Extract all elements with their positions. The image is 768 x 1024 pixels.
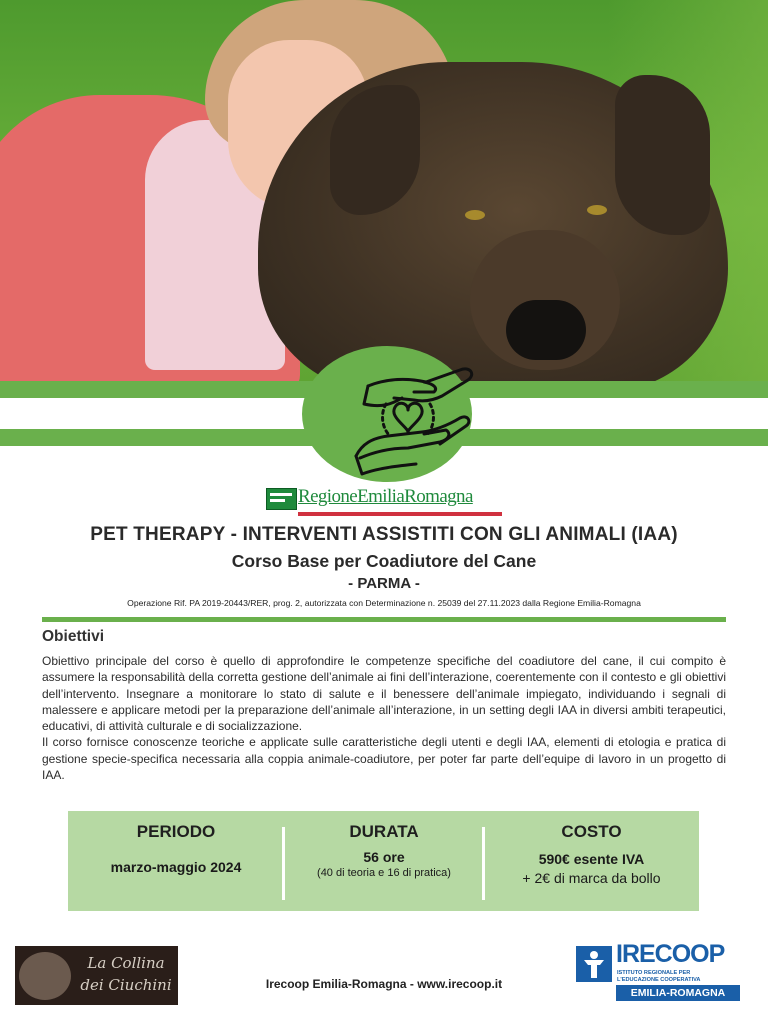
la-collina-dei-ciuchini-logo xyxy=(15,946,178,1005)
objectives-text xyxy=(42,653,726,783)
course-subtitle: Corso Base per Coadiutore del Cane xyxy=(231,551,537,571)
irecoop-logo-icon xyxy=(576,946,612,982)
cost-column xyxy=(484,811,699,911)
objectives-heading: Obiettivi xyxy=(42,628,105,645)
period-value: marzo-maggio 2024 xyxy=(110,859,242,875)
course-title: PET THERAPY - INTERVENTI ASSISTITI CON GLI ANIMALI (IAA) xyxy=(90,524,678,545)
partner-name-line-1: La Collina xyxy=(87,954,165,972)
operation-reference: Operazione Rif. PA 2019-20443/RER, prog. 2, autorizzata con Determinazione n. 25039 del 27.11.2023 dalla Regione Emilia-Romagna xyxy=(127,598,641,608)
hero-photo xyxy=(0,0,768,382)
regione-emilia-romagna-logo xyxy=(266,486,502,518)
region-flag-icon xyxy=(266,488,297,510)
duration-column xyxy=(284,811,484,911)
cost-note: + 2€ di marca da bollo xyxy=(522,870,661,886)
irecoop-tagline: ISTITUTO REGIONALE PER L'EDUCAZIONE COOPERATIVA xyxy=(617,970,701,983)
objectives-paragraph-1: Obiettivo principale del corso è quello di approfondire le competenze specifiche del coadiutore del cane, il cui compito è assumere la responsabilità della corretta gestione dell’animale ai fini dell’interazione, coerentemente con il contesto e gli obiettivi dell’intervento. Insegnare a monitorare lo stato di salute e il benessere dell’animale impiegato, individuando i segnali di malessere e applicare metodi per la preparazione dell’animale all’interazione, in un setting degli IAA in diversi ambiti terapeutici, educativi, di attività culturale e di socializzazione. xyxy=(42,654,726,734)
duration-note: (40 di teoria e 16 di pratica) xyxy=(317,867,451,879)
course-city: - PARMA - xyxy=(348,575,420,592)
irecoop-logo xyxy=(576,940,740,1003)
duration-value: 56 ore xyxy=(363,849,405,865)
donkey-logo-icon xyxy=(19,952,71,1000)
section-divider xyxy=(42,617,726,622)
course-info-box xyxy=(68,811,699,911)
duration-label: DURATA xyxy=(349,822,419,841)
partner-name-line-2: dei Ciuchini xyxy=(80,976,172,994)
irecoop-name: IRECOOP xyxy=(616,940,725,968)
cost-value: 590€ esente IVA xyxy=(538,851,645,867)
region-name: RegioneEmiliaRomagna xyxy=(298,486,473,507)
footer-contact[interactable]: Irecoop Emilia-Romagna - www.irecoop.it xyxy=(265,977,503,991)
hands-heart-icon xyxy=(338,348,478,484)
period-label: PERIODO xyxy=(136,822,216,841)
objectives-paragraph-2: Il corso fornisce conoscenze teoriche e applicate sulle caratteristiche degli utenti e degli IAA, elementi di etologia e pratica di gestione specie-specifica necessaria alla coppia animale-coadiutore, per poter far parte dell’equipe di lavoro in un progetto di IAA. xyxy=(42,735,726,783)
period-column xyxy=(68,811,284,911)
cost-label: COSTO xyxy=(561,822,622,841)
irecoop-region: EMILIA-ROMAGNA xyxy=(616,985,740,1001)
